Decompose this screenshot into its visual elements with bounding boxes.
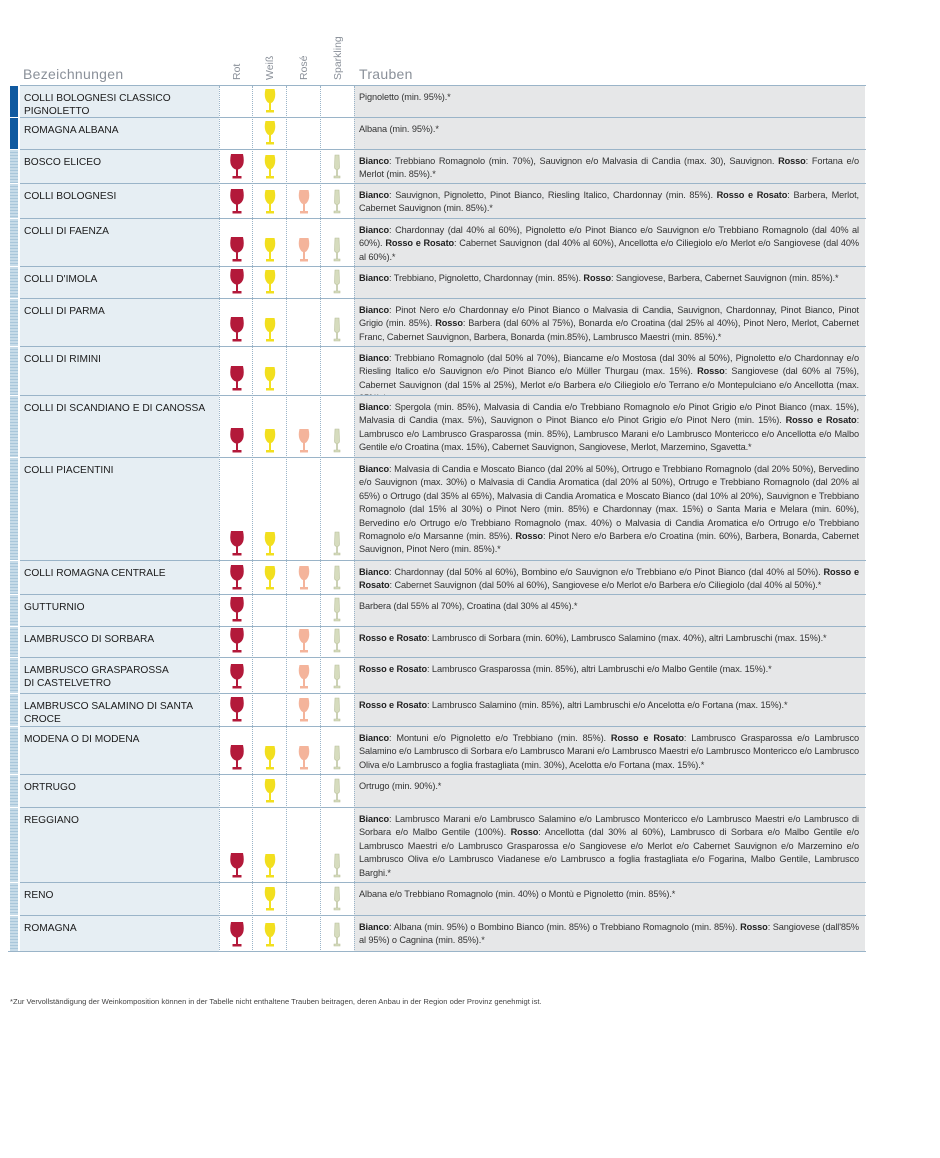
grape-text-segment: : Sangiovese (dall'85% al 95%) o Cagnina (min. 85%).* xyxy=(359,922,859,946)
weiss-wine-glass-icon xyxy=(263,154,277,180)
sparkling-wine-glass-icon xyxy=(332,745,342,771)
weiss-wine-glass-icon xyxy=(263,269,277,295)
table-row xyxy=(0,694,940,726)
region-color-bar xyxy=(10,396,18,457)
designation-cell xyxy=(20,808,219,882)
table-row xyxy=(0,118,940,149)
grape-text-segment: : Sangiovese (dal 60% al 75%), Cabernet Sauvignon (dal 15% al 25%), Merlot e/o Barbera e/o Ciliegiolo e/o Terrano e/o Montepulciano e/o Ancellotta (max. xyxy=(359,366,859,390)
sparkling-wine-glass-icon xyxy=(332,237,342,263)
grape-category-label: Rosso xyxy=(583,273,611,283)
rose-wine-glass-icon xyxy=(297,664,311,690)
sparkling-wine-glass-icon xyxy=(332,853,342,879)
table-row xyxy=(0,916,940,951)
rot-wine-glass-icon xyxy=(229,153,245,180)
grape-text-segment: : Ancellotta (dal 30% al 60%), Lambrusco di Sorbara e/o Malbo Gentile e/o Lambrusco Maestri e/o Lambrusco Grasparossa e/o Sangiovese e/o Merlot e/o Cabernet Sauvignon e/o Marzemino e/o Lambrusco Oliva e/o Lambrusco Viadanese e/o Lambrusco a foglia frastagliata e/o Fogarina, Malbo Gentile, Lambrusco Barghi.* xyxy=(359,827,860,878)
row-divider xyxy=(20,693,866,694)
grape-category-label: Rosso e Rosato xyxy=(359,567,859,591)
designation-name: ORTRUGO xyxy=(24,782,76,793)
row-divider xyxy=(20,346,866,347)
header-rot: Rot xyxy=(231,63,243,80)
row-divider xyxy=(20,726,866,727)
grape-category-label: Rosso xyxy=(740,922,768,932)
designation-name: COLLI ROMAGNA CENTRALE xyxy=(24,568,166,579)
row-divider xyxy=(20,882,866,883)
designation-cell xyxy=(20,694,219,726)
header-sparkling: Sparkling xyxy=(332,36,344,80)
designation-cell xyxy=(20,299,219,346)
grapes-cell xyxy=(354,219,865,266)
designation-cell xyxy=(20,86,219,117)
table-row xyxy=(0,299,940,346)
designation-name: RENO xyxy=(24,890,54,901)
designation-name: LAMBRUSCO SALAMINO DI SANTA CROCE xyxy=(24,701,193,725)
grapes-cell xyxy=(354,658,865,693)
designation-name: COLLI BOLOGNESI CLASSICO PIGNOLETTO xyxy=(24,93,171,117)
header-rose: Rosé xyxy=(298,55,310,80)
row-divider xyxy=(20,117,866,118)
grape-category-label: Rosso xyxy=(510,827,539,838)
table-row xyxy=(0,150,940,183)
designation-cell xyxy=(20,219,219,266)
rose-wine-glass-icon xyxy=(297,745,311,771)
designation-name: BOSCO ELICEO xyxy=(24,157,101,168)
designation-cell xyxy=(20,184,219,218)
sparkling-wine-glass-icon xyxy=(332,154,342,180)
grape-category-label: Bianco xyxy=(359,567,390,577)
designation-cell xyxy=(20,883,219,915)
region-color-bar xyxy=(10,883,18,915)
column-divider xyxy=(286,86,287,952)
grapes-cell xyxy=(354,595,865,626)
row-divider xyxy=(20,183,866,184)
designation-name: COLLI BOLOGNESI xyxy=(24,191,117,202)
sparkling-wine-glass-icon xyxy=(332,189,342,215)
weiss-wine-glass-icon xyxy=(263,565,277,591)
sparkling-wine-glass-icon xyxy=(332,886,342,912)
grape-text-segment: Pignoletto (min. 95%).* xyxy=(359,92,451,102)
rot-wine-glass-icon xyxy=(229,365,245,392)
weiss-wine-glass-icon xyxy=(263,886,277,912)
rot-wine-glass-icon xyxy=(229,530,245,557)
grapes-text xyxy=(359,813,859,880)
rot-wine-glass-icon xyxy=(229,852,245,879)
rose-wine-glass-icon xyxy=(297,565,311,591)
region-color-bar xyxy=(10,694,18,726)
rot-wine-glass-icon xyxy=(229,744,245,771)
region-color-bar xyxy=(10,118,18,149)
table-row xyxy=(0,883,940,915)
grape-category-label: Rosso e Rosato xyxy=(359,633,428,643)
grapes-text xyxy=(359,463,859,557)
grape-text-segment: : Cabernet Sauvignon (dal 50% al 60%), Sangiovese e/o Merlot e/o Barbera e/o Ciliegiolo (dal 40% al 50%).* xyxy=(389,580,822,591)
row-divider xyxy=(20,774,866,775)
sparkling-wine-glass-icon xyxy=(332,597,342,623)
grapes-text xyxy=(359,888,859,901)
rose-wine-glass-icon xyxy=(297,237,311,263)
grapes-cell xyxy=(354,883,865,915)
designation-name: COLLI DI SCANDIANO E DI CANOSSA xyxy=(24,403,206,414)
grapes-text xyxy=(359,699,859,712)
rot-wine-glass-icon xyxy=(229,236,245,263)
footnote: *Zur Vervollständigung der Weinkomposition können in der Tabelle nicht enthaltene Trauben beitragen, deren Anbau in der Region oder Provinz genehmigt ist. xyxy=(10,997,542,1006)
designation-cell xyxy=(20,458,219,560)
table-row xyxy=(0,561,940,594)
region-color-bar xyxy=(10,561,18,594)
sparkling-wine-glass-icon xyxy=(332,778,342,804)
designation-cell xyxy=(20,118,219,149)
rot-wine-glass-icon xyxy=(229,596,245,623)
grapes-cell xyxy=(354,86,865,117)
sparkling-wine-glass-icon xyxy=(332,428,342,454)
grape-category-label: Bianco xyxy=(359,305,390,315)
table-row xyxy=(0,775,940,807)
grapes-text xyxy=(359,780,859,793)
row-divider xyxy=(20,457,866,458)
grape-text-segment: Albana (min. 95%).* xyxy=(359,124,439,134)
grape-text-segment: Barbera (dal 55% al 70%), Croatina (dal 30% al 45%).* xyxy=(359,601,578,611)
rose-wine-glass-icon xyxy=(297,428,311,454)
row-divider xyxy=(20,266,866,267)
table-row xyxy=(0,595,940,626)
row-divider xyxy=(20,657,866,658)
designation-cell xyxy=(20,347,219,395)
sparkling-wine-glass-icon xyxy=(332,565,342,591)
grape-category-label: Rosso xyxy=(515,531,543,542)
table-row xyxy=(0,86,940,117)
column-divider xyxy=(252,86,253,952)
grape-text-segment: : Barbera (dal 60% al 75%), Bonarda e/o Croatina (dal 25% al 40%), Pinot Nero, Merlot, Cabernet Franc, Cabernet Sauvignon, Barbera, Bonarda (min.85%), Lambrusco Maestri (min. 85%).* xyxy=(359,318,859,342)
grapes-text xyxy=(359,123,859,136)
grape-category-label: Rosso e Rosato xyxy=(359,700,428,710)
grape-text-segment: Ortrugo (min. 90%).* xyxy=(359,781,442,791)
weiss-wine-glass-icon xyxy=(263,189,277,215)
grape-text-segment: : Sauvignon, Pignoletto, Pinot Bianco, Riesling Italico, Chardonnay (min. 85%). xyxy=(389,190,717,200)
grape-category-label: Bianco xyxy=(359,464,390,474)
sparkling-wine-glass-icon xyxy=(332,317,342,343)
row-divider xyxy=(20,218,866,219)
weiss-wine-glass-icon xyxy=(263,366,277,392)
grape-text-segment: : Pinot Nero e/o Barbera e/o Croatina (min. 60%), Barbera, Bonarda, Cabernet Sauvignon, Pinot Nero (min. 85%).* xyxy=(359,531,859,555)
rose-wine-glass-icon xyxy=(297,697,311,723)
region-color-bar xyxy=(10,627,18,657)
header-bezeichnungen: Bezeichnungen xyxy=(23,66,124,82)
row-divider xyxy=(20,626,866,627)
weiss-wine-glass-icon xyxy=(263,120,277,146)
row-divider xyxy=(20,594,866,595)
grapes-cell xyxy=(354,775,865,807)
weiss-wine-glass-icon xyxy=(263,237,277,263)
grape-text-segment: : Fortana e/o Merlot (min. 85%).* xyxy=(359,156,859,180)
grapes-cell xyxy=(354,118,865,149)
rot-wine-glass-icon xyxy=(229,564,245,591)
designation-name: REGGIANO xyxy=(24,815,79,826)
grapes-text xyxy=(359,566,859,593)
sparkling-wine-glass-icon xyxy=(332,697,342,723)
grape-text-segment: : Lambrusco Salamino (min. 85%), altri Lambruschi e/o Ancelotta e/o Fortana (max. 15%).* xyxy=(427,700,788,710)
grape-category-label: Rosso e Rosato xyxy=(385,238,455,249)
designation-cell xyxy=(20,727,219,774)
region-color-bar xyxy=(10,299,18,346)
designation-name: GUTTURNIO xyxy=(24,602,85,613)
column-divider xyxy=(354,86,355,952)
designation-cell xyxy=(20,150,219,183)
rot-wine-glass-icon xyxy=(229,268,245,295)
designation-cell xyxy=(20,561,219,594)
rose-wine-glass-icon xyxy=(297,189,311,215)
grape-text-segment: Albana e/o Trebbiano Romagnolo (min. 40%) o Montù e Pignoletto (min. 85%).* xyxy=(359,889,676,899)
region-color-bar xyxy=(10,808,18,882)
rot-wine-glass-icon xyxy=(229,921,245,948)
rot-wine-glass-icon xyxy=(229,627,245,654)
grapes-text xyxy=(359,732,859,772)
table-row xyxy=(0,219,940,266)
designation-cell xyxy=(20,658,219,693)
grape-text-segment: : Lambrusco Grasparossa e/o Lambrusco Salamino e/o Lambrusco di Sorbara e/o Lambrusco Marani e/o Lambrusco Maestri e/o Lambrusco Montericco e/o Lambrusco Oliva e/o Lambrusco a foglia frastagliata (min. 30%), Acelotta e/o Fortana (max. 15%).* xyxy=(359,733,860,770)
grape-text-segment: : Lambrusco di Sorbara (min. 60%), Lambrusco Salamino (max. 40%), altri Lambruschi (max. 15%).* xyxy=(427,633,827,643)
rot-wine-glass-icon xyxy=(229,316,245,343)
region-color-bar xyxy=(10,658,18,693)
grapes-text xyxy=(359,304,859,344)
region-color-bar xyxy=(10,775,18,807)
designation-name: ROMAGNA ALBANA xyxy=(24,125,119,136)
grapes-cell xyxy=(354,347,865,395)
grapes-text xyxy=(359,224,859,264)
rot-wine-glass-icon xyxy=(229,188,245,215)
table-row xyxy=(0,627,940,657)
designation-name: MODENA O DI MODENA xyxy=(24,734,140,745)
row-divider xyxy=(20,560,866,561)
designation-name: COLLI PIACENTINI xyxy=(24,465,114,476)
table-row xyxy=(0,658,940,693)
region-color-bar xyxy=(10,727,18,774)
grape-text-segment: : Trebbiano Romagnolo (min. 70%), Sauvignon e/o Malvasia di Candia (max. 30), Sauvignon. xyxy=(389,156,779,166)
sparkling-wine-glass-icon xyxy=(332,922,342,948)
table-row xyxy=(0,458,940,560)
table-row xyxy=(0,347,940,395)
grapes-text xyxy=(359,921,859,948)
column-divider xyxy=(219,86,220,952)
rose-wine-glass-icon xyxy=(297,628,311,654)
sparkling-wine-glass-icon xyxy=(332,664,342,690)
grapes-text xyxy=(359,632,859,645)
weiss-wine-glass-icon xyxy=(263,778,277,804)
grapes-cell xyxy=(354,267,865,298)
grape-category-label: Bianco xyxy=(359,922,390,932)
grape-text-segment: : Trebbiano, Pignoletto, Chardonnay (min. 85%). xyxy=(389,273,584,283)
region-color-bar xyxy=(10,458,18,560)
table-row xyxy=(0,396,940,457)
designation-name: LAMBRUSCO DI SORBARA xyxy=(24,634,155,645)
grape-text-segment: : Chardonnay (dal 50% al 60%), Bombino e/o Sauvignon e/o Trebbiano e/o Pinot Bianco (dal 40% al 50%). xyxy=(389,567,824,577)
grape-category-label: Rosso e Rosato xyxy=(785,415,857,426)
grape-category-label: Rosso e Rosato xyxy=(359,664,428,674)
grape-text-segment: : Lambrusco Marani e/o Lambrusco Salamino e/o Lambrusco Montericco e/o Lambrusco Maestri e/o Lambrusco di Sorbara e/o Malbo Gentile (100%). xyxy=(359,814,859,838)
weiss-wine-glass-icon xyxy=(263,531,277,557)
designation-cell xyxy=(20,627,219,657)
grapes-text xyxy=(359,600,859,613)
sparkling-wine-glass-icon xyxy=(332,628,342,654)
grape-text-segment: : Albana (min. 95%) o Bombino Bianco (min. 85%) o Trebbiano Romagnolo (min. 85%). xyxy=(389,922,741,932)
header-trauben: Trauben xyxy=(359,66,413,82)
grape-text-segment: : Trebbiano Romagnolo (dal 50% al 70%), Biancame e/o Mostosa (dal 30% al 50%), Pignoletto e/o Chardonnay e/o Riesling Italico e/o Sauvignon e/o Pinot Bianco e/o Müller Thurgau (max. 15%). xyxy=(359,353,859,377)
grape-text-segment: : Lambrusco e/o Lambrusco Grasparossa (min. 85%), Lambrusco Marani e/o Lambrusco Montericco e/o Ancellotta e/o Malbo Gentile e/o Croatina (max. 15%), Cabernet Sauvignon, Sangiovese, Merlot, Marzemino, Sgavetta.* xyxy=(359,415,860,453)
grape-text-segment: : Cabernet Sauvignon (dal 40% al 60%), Ancellotta e/o Ciliegiolo e/o Merlot e/o Sangiovese (dal 40% al 60%).* xyxy=(359,238,859,262)
grape-text-segment: : Barbera, Merlot, Cabernet Sauvignon (min. 85%).* xyxy=(359,190,859,214)
weiss-wine-glass-icon xyxy=(263,88,277,114)
grapes-cell xyxy=(354,299,865,346)
grape-text-segment: : Pinot Nero e/o Chardonnay e/o Pinot Bianco o Malvasia di Candia, Sauvignon, Chardonnay, Pinot Bianco, Pinot Grigio (min. 85%). xyxy=(359,305,859,329)
header-weiss: Weiß xyxy=(264,55,276,80)
grape-category-label: Rosso e Rosato xyxy=(716,190,788,200)
grape-category-label: Rosso xyxy=(697,366,725,377)
row-divider xyxy=(20,298,866,299)
grapes-cell xyxy=(354,916,865,951)
designation-cell xyxy=(20,396,219,457)
grape-category-label: Rosso xyxy=(435,318,463,329)
grapes-cell xyxy=(354,727,865,774)
grape-text-segment: : Lambrusco Grasparossa (min. 85%), altri Lambruschi e/o Malbo Gentile (max. 15%).* xyxy=(427,664,772,674)
designation-name: COLLI DI RIMINI xyxy=(24,354,101,365)
row-divider xyxy=(20,85,866,86)
grape-category-label: Bianco xyxy=(359,733,390,743)
grape-category-label: Rosso xyxy=(778,156,806,166)
table-row xyxy=(0,184,940,218)
grape-category-label: Bianco xyxy=(359,353,390,363)
grapes-text xyxy=(359,663,859,676)
grape-text-segment: : Spergola (min. 85%), Malvasia di Candia e/o Trebbiano Romagnolo e/o Pinot Grigio e/o Pinot Bianco (max. 15%), Malvasia di Candia (max. 5%), Sauvignon o Pinot Bianco e/o Pinot Grigio e/o Pinot Nero (min. 15%). xyxy=(359,402,859,426)
grape-category-label: Rosso e Rosato xyxy=(610,733,684,743)
grapes-cell xyxy=(354,396,865,457)
weiss-wine-glass-icon xyxy=(263,745,277,771)
grapes-text xyxy=(359,401,859,455)
designation-cell xyxy=(20,775,219,807)
table-row xyxy=(0,808,940,882)
designation-cell xyxy=(20,595,219,626)
rot-wine-glass-icon xyxy=(229,427,245,454)
grape-category-label: Bianco xyxy=(359,225,390,235)
designation-name: COLLI DI FAENZA xyxy=(24,226,109,237)
rot-wine-glass-icon xyxy=(229,696,245,723)
designation-cell xyxy=(20,916,219,951)
designation-name: ROMAGNA xyxy=(24,923,77,934)
row-divider xyxy=(20,807,866,808)
grapes-text xyxy=(359,272,859,285)
sparkling-wine-glass-icon xyxy=(332,531,342,557)
row-divider xyxy=(20,149,866,150)
grape-category-label: Bianco xyxy=(359,273,390,283)
grapes-cell xyxy=(354,458,865,560)
grape-text-segment: : Chardonnay (dal 40% al 60%), Pignoletto e/o Pinot Bianco e/o Sauvignon e/o Trebbiano Romagnolo (dal 40% al 60%). xyxy=(359,225,859,249)
grape-category-label: Bianco xyxy=(359,190,390,200)
grape-category-label: Bianco xyxy=(359,156,390,166)
region-color-bar xyxy=(10,219,18,266)
row-divider xyxy=(20,395,866,396)
grapes-cell xyxy=(354,808,865,882)
region-color-bar xyxy=(10,267,18,298)
grapes-cell xyxy=(354,561,865,594)
weiss-wine-glass-icon xyxy=(263,428,277,454)
region-color-bar xyxy=(10,184,18,218)
table-row xyxy=(0,727,940,774)
grape-category-label: Bianco xyxy=(359,402,390,412)
region-color-bar xyxy=(10,916,18,951)
region-color-bar xyxy=(10,150,18,183)
table-bottom-line xyxy=(8,951,866,952)
grapes-cell xyxy=(354,627,865,657)
row-divider xyxy=(20,915,866,916)
region-color-bar xyxy=(10,86,18,117)
grapes-text xyxy=(359,189,859,216)
designation-name: COLLI D'IMOLA xyxy=(24,274,98,285)
grapes-text xyxy=(359,91,859,104)
region-color-bar xyxy=(10,595,18,626)
grapes-text xyxy=(359,155,859,182)
grapes-cell xyxy=(354,694,865,726)
region-color-bar xyxy=(10,347,18,395)
grapes-cell xyxy=(354,150,865,183)
table-row xyxy=(0,267,940,298)
grapes-cell xyxy=(354,184,865,218)
weiss-wine-glass-icon xyxy=(263,922,277,948)
grape-text-segment: : Montuni e/o Pignoletto e/o Trebbiano (min. 85%). xyxy=(389,733,611,743)
designation-name: LAMBRUSCO GRASPAROSSA DI CASTELVETRO xyxy=(24,665,169,689)
grape-text-segment: : Malvasia di Candia e Moscato Bianco (dal 20% al 50%), Ortrugo e Trebbiano Romagnolo (dal 20% 50%), Bervedino e/o Sauvignon (max. 30%) o Malvasia di Candia Aromatica (dal 20% al 50%), Ortrugo e Trebbiano Romagnolo (dal 20% al 65%) o Ortrugo (dal 35% al 65%), Malvasia di Candia Aromatica e Moscato Bianco (dal 10% al 20%), Sauvignon e Trebbiano Romagnolo (dal 15% al 30%) o Pinot Nero (min. 85%) e Chardonnay (max. 15%) o Santa Maria e Melara (min. 60%), Bervedino e/o Ortrugo e/o Trebbiano Romagnolo (max. 40%) o Malvasia di Candia Aromatica e/o Ortrugo e/o Trebbiano Romagnolo e/o Marsanne (min. 85%). xyxy=(359,464,859,542)
designation-name: COLLI DI PARMA xyxy=(24,306,105,317)
rot-wine-glass-icon xyxy=(229,663,245,690)
grape-text-segment: : Sangiovese, Barbera, Cabernet Sauvignon (min. 85%).* xyxy=(611,273,839,283)
column-divider xyxy=(320,86,321,952)
designation-cell xyxy=(20,267,219,298)
sparkling-wine-glass-icon xyxy=(332,269,342,295)
weiss-wine-glass-icon xyxy=(263,853,277,879)
grape-category-label: Bianco xyxy=(359,814,390,824)
weiss-wine-glass-icon xyxy=(263,317,277,343)
